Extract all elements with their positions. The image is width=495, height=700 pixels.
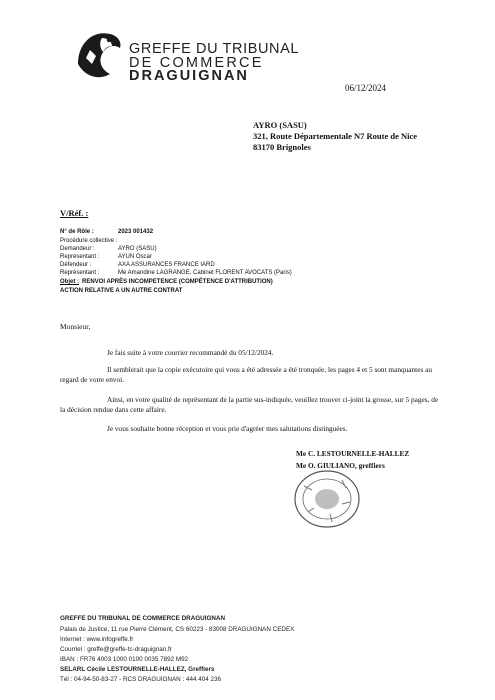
objet-line-2: ACTION RELATIVE A UN AUTRE CONTRAT [60, 288, 183, 294]
footer-line: Palais de Justice, 11 rue Pierre Clément, CS 60223 - 83008 DRAGUIGNAN CEDEX [60, 626, 295, 633]
reference-value: AYUN Oscar [118, 254, 152, 260]
body-paragraph-4: Je vous souhaite bonne réception et vous prie d'agréer mes salutations distinguées. [107, 424, 348, 433]
reference-label: Représentant : [60, 270, 100, 276]
brand-line-2: DE COMMERCE [129, 55, 264, 71]
reference-label: N° de Rôle : [60, 229, 94, 235]
letter-date: 06/12/2024 [345, 83, 387, 93]
official-stamp-icon [292, 468, 362, 530]
reference-label: Défendeur : [60, 262, 92, 268]
recipient-address-line-1: 321, Route Départementale N7 Route de Nice [253, 131, 418, 141]
footer-line: Courriel : greffe@greffe-tc-draguignan.fr [60, 646, 172, 653]
reference-label: Représentant : [60, 254, 100, 260]
signatory-2: Me O. GIULIANO, greffiers [296, 461, 385, 470]
reference-value: Me Amandine LAGRANGE, Cabinet FLORENT AVOCATS (Paris) [118, 270, 292, 276]
footer-line: IBAN : FR76 4003 1000 0100 0035 7892 M92 [60, 656, 189, 663]
reference-label: Procédure collective : [60, 238, 118, 244]
footer-line: GREFFE DU TRIBUNAL DE COMMERCE DRAGUIGNAN [60, 615, 226, 622]
recipient-address-line-2: 83170 Brignoles [253, 142, 311, 152]
footer-line: Internet : www.infogreffe.fr [60, 636, 134, 643]
tribunal-logo-icon [72, 24, 124, 84]
reference-value: AXA ASSURANCES FRANCE IARD [118, 262, 215, 268]
body-paragraph-1: Je fais suite à votre courrier recommandé du 05/12/2024. [107, 348, 274, 357]
signatory-1: Me C. LESTOURNELLE-HALLEZ [296, 449, 410, 458]
reference-value: AYRO (SASU) [118, 246, 157, 252]
objet-line-1: RENVOI APRÈS INCOMPETENCE (COMPÉTENCE D'ATTRIBUTION) [82, 279, 273, 285]
body-paragraph-2: Il semblerait que la copie exécutoire qui vous a été adressée a été tronquée, les pages 4 et 5 sont manquantes au regard de votre envoi. [60, 365, 432, 384]
reference-heading: V/Réf. : [60, 208, 89, 218]
brand-line-1: GREFFE DU TRIBUNAL [129, 41, 300, 57]
reference-label: Demandeur : [60, 246, 95, 252]
brand-line-3: DRAGUIGNAN [129, 68, 249, 84]
reference-value: 2023 001432 [118, 229, 154, 235]
salutation: Monsieur, [60, 322, 91, 331]
recipient-name: AYRO (SASU) [253, 120, 307, 130]
body-paragraph-3: Ainsi, en votre qualité de représentant de la partie sus-indiquée, veuillez trouver ci-joint la grosse, sur 5 pages, de la décision rendue dans cette affaire. [60, 395, 439, 414]
objet-label: Objet : [60, 279, 79, 285]
footer-line: SELARL Cécile LESTOURNELLE-HALLEZ, Greffiers [60, 666, 215, 673]
footer-line: Tél : 04-94-50-83-27 - RCS DRAGUIGNAN : 444 404 236 [60, 676, 221, 683]
